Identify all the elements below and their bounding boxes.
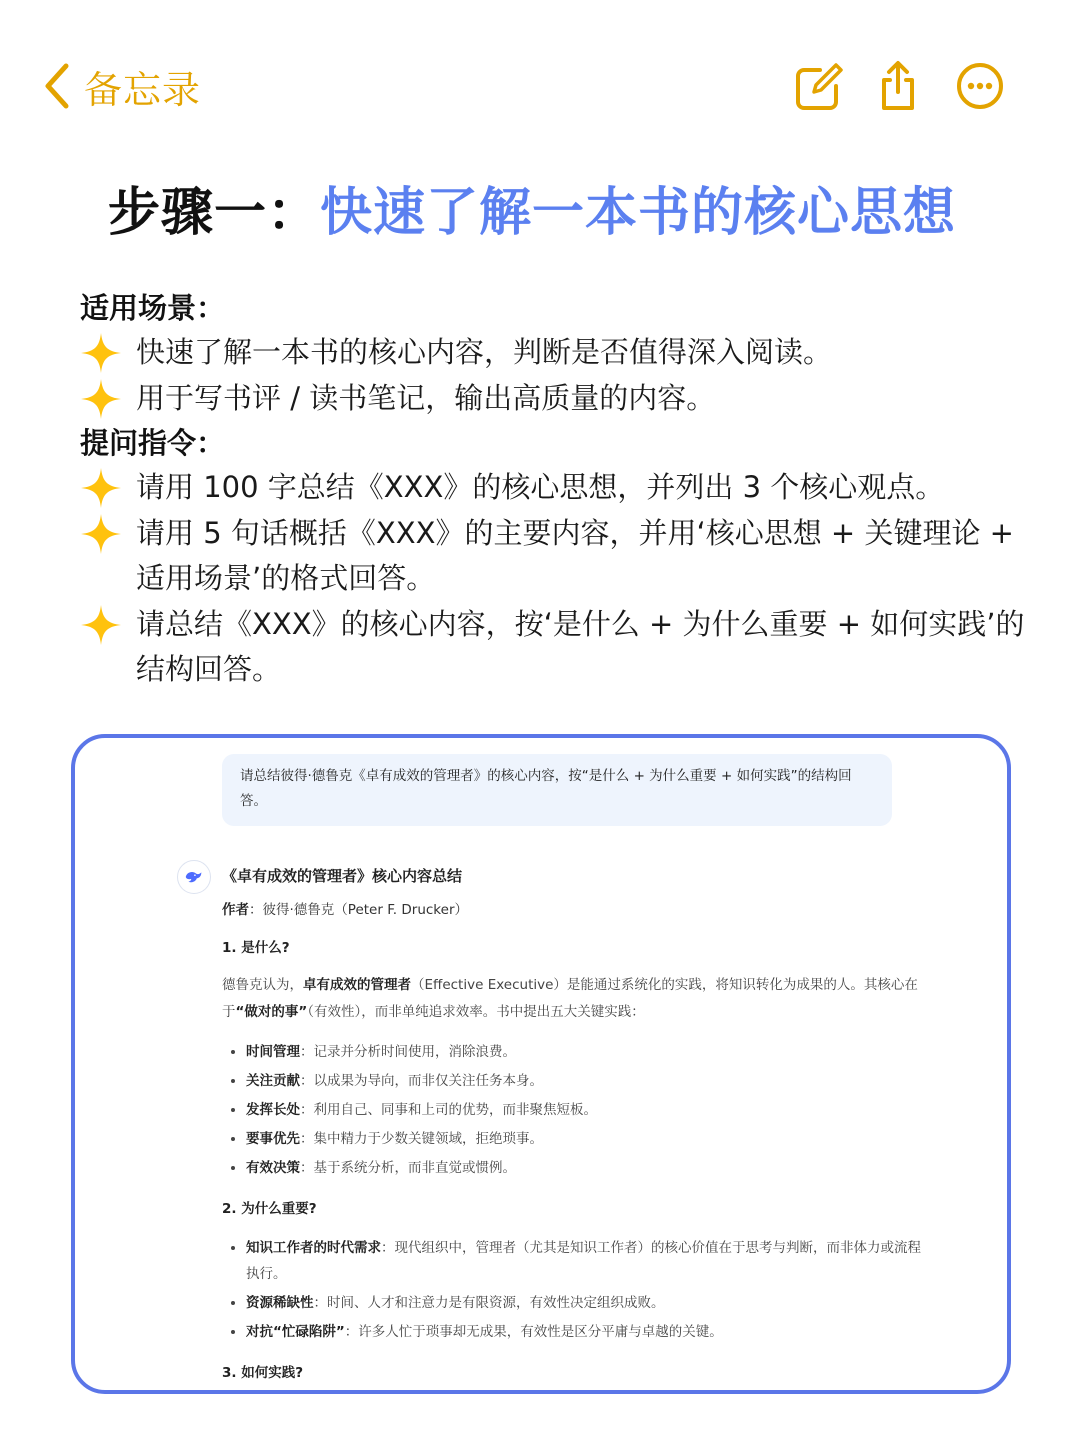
list-item-text: 快速了解一本书的核心内容，判断是否值得深入阅读。 — [136, 335, 833, 369]
item-term: 资源稀缺性 — [246, 1295, 314, 1311]
title-highlight: 快速了解一本书的核心思想 — [320, 183, 957, 243]
scenario-heading: 适用场景： — [80, 291, 226, 325]
section-paragraph — [222, 972, 922, 1026]
whale-logo-icon — [183, 866, 205, 888]
item-term: 发挥长处 — [246, 1102, 300, 1118]
item-desc: ：许多人忙于琐事却无成果，有效性是区分平庸与卓越的关键。 — [344, 1324, 723, 1340]
chevron-left-icon — [38, 58, 78, 114]
importance-list — [222, 1233, 922, 1347]
back-button[interactable] — [38, 58, 201, 114]
item-term: 知识工作者的时代需求 — [246, 1240, 381, 1256]
compose-icon — [790, 58, 846, 114]
list-item — [80, 376, 1030, 422]
item-term: 时间管理 — [246, 1044, 300, 1060]
user-prompt-bubble: 请总结彼得·德鲁克《卓有成效的管理者》的核心内容，按“是什么 + 为什么重要 + 如何实践”的结构回答。 — [222, 754, 892, 826]
back-label: 备忘录 — [84, 67, 202, 112]
list-item — [246, 1067, 922, 1096]
list-item-text: 用于写书评 / 读书笔记，输出高质量的内容。 — [136, 380, 716, 415]
list-item — [246, 1289, 922, 1318]
section-heading: 2. 为什么重要? — [222, 1201, 317, 1217]
paragraph-text: 德鲁克认为， — [222, 977, 303, 993]
practice-list — [222, 1038, 922, 1183]
list-item — [246, 1038, 922, 1067]
page-title — [108, 170, 956, 245]
item-desc: ：现代组织中，管理者（尤其是知识工作者）的核心价值在于思考与判断，而非体力或流程执行。 — [246, 1240, 921, 1282]
title-prefix: 步骤一： — [108, 183, 321, 243]
paragraph-bold: 卓有成效的管理者 — [303, 977, 411, 993]
sparkle-icon — [80, 332, 122, 374]
compose-button[interactable] — [790, 58, 846, 114]
assistant-avatar — [177, 860, 211, 894]
section-heading: 3. 如何实践? — [222, 1365, 304, 1381]
item-term: 关注贡献 — [246, 1073, 300, 1089]
sparkle-icon — [80, 467, 122, 509]
list-item-text: 请用 100 字总结《XXX》的核心思想，并列出 3 个核心观点。 — [136, 470, 945, 504]
list-item — [246, 1096, 922, 1125]
chat-screenshot-card — [71, 734, 1011, 1394]
answer-title: 《卓有成效的管理者》核心内容总结 — [222, 867, 463, 885]
answer-author — [222, 898, 922, 922]
list-item — [80, 330, 1030, 376]
list-item — [246, 1154, 922, 1183]
list-item — [246, 1233, 922, 1289]
list-item — [246, 1125, 922, 1154]
section-heading: 1. 是什么? — [222, 940, 290, 956]
list-item — [80, 465, 1030, 511]
item-desc: ：集中精力于少数关键领域，拒绝琐事。 — [300, 1131, 543, 1147]
navigation-bar — [0, 0, 1080, 170]
list-item — [80, 511, 1030, 602]
note-body — [80, 286, 1030, 693]
assistant-answer — [222, 862, 922, 1385]
item-desc: ：基于系统分析，而非直觉或惯例。 — [300, 1160, 516, 1176]
item-desc: ：利用自己、同事和上司的优势，而非聚焦短板。 — [300, 1102, 597, 1118]
share-icon — [870, 58, 926, 114]
list-item — [80, 602, 1030, 693]
item-term: 要事优先 — [246, 1131, 300, 1147]
item-term: 对抗“忙碌陷阱” — [246, 1324, 345, 1340]
paragraph-bold: “做对的事” — [235, 1004, 308, 1020]
more-icon — [952, 58, 1008, 114]
prompts-heading: 提问指令： — [80, 426, 226, 460]
list-item-text: 请总结《XXX》的核心内容，按‘是什么 + 为什么重要 + 如何实践’的结构回答。 — [136, 606, 1025, 686]
item-desc: ：记录并分析时间使用，消除浪费。 — [300, 1044, 516, 1060]
sparkle-icon — [80, 513, 122, 555]
author-value: ：彼得·德鲁克（Peter F. Drucker） — [249, 902, 468, 918]
sparkle-icon — [80, 378, 122, 420]
paragraph-text: （Effective Executive）是能通过系统化的实践，将知识转化为成果的人。其核心在于 — [222, 977, 918, 1020]
more-button[interactable] — [952, 58, 1008, 114]
list-item-text: 请用 5 句话概括《XXX》的主要内容，并用‘核心思想 + 关键理论 + 适用场景’的格式回答。 — [136, 515, 1014, 595]
item-desc: ：以成果为导向，而非仅关注任务本身。 — [300, 1073, 543, 1089]
author-label: 作者 — [222, 902, 249, 918]
item-desc: ：时间、人才和注意力是有限资源，有效性决定组织成败。 — [313, 1295, 665, 1311]
item-term: 有效决策 — [246, 1160, 300, 1176]
sparkle-icon — [80, 604, 122, 646]
paragraph-text: （有效性），而非单纯追求效率。书中提出五大关键实践： — [307, 1004, 645, 1020]
share-button[interactable] — [870, 58, 926, 114]
list-item — [246, 1318, 922, 1347]
